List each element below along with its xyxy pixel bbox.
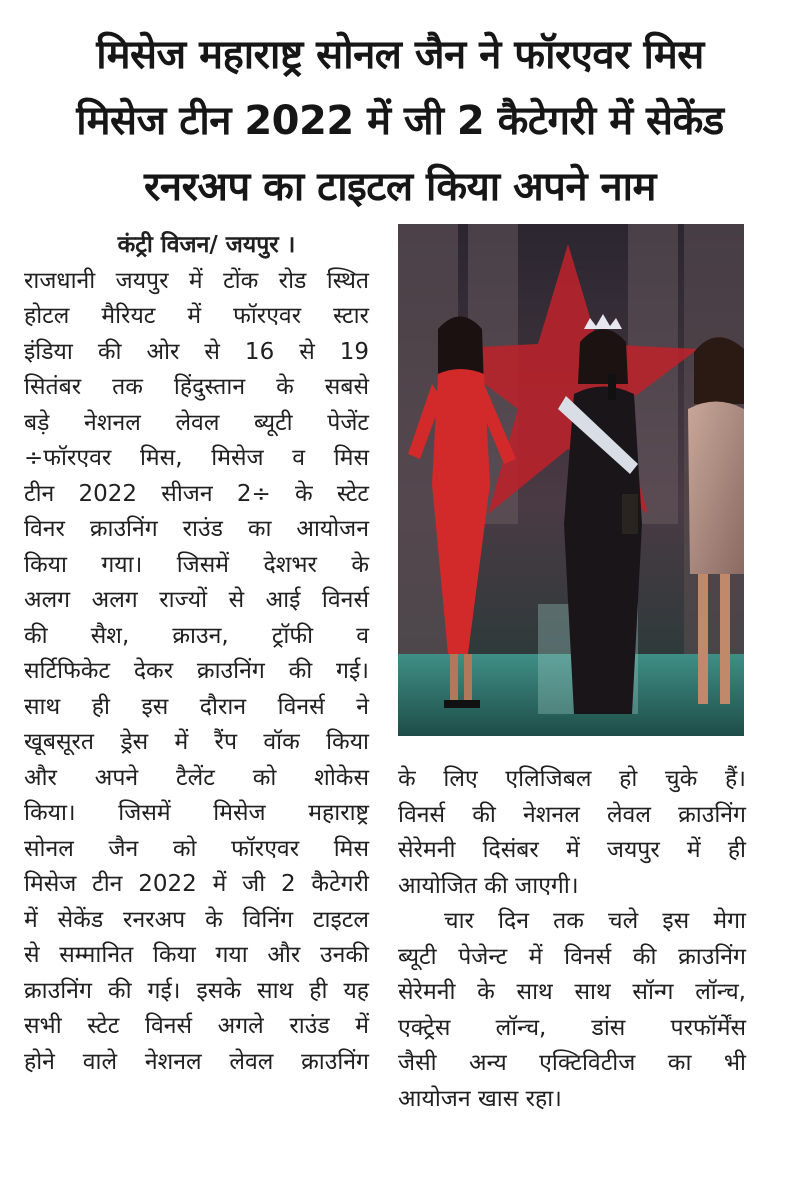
body-line: एक्ट्रेस लॉन्च, डांस परफॉर्मेंस	[398, 1014, 746, 1041]
body-line: अलग अलग राज्यों से आई विनर्स	[24, 587, 369, 613]
body-line: से सम्मानित किया गया और उनकी	[24, 942, 369, 968]
body-line: विनर्स की नेशनल लेवल क्राउनिंग	[398, 801, 746, 828]
article-right-column	[398, 762, 746, 1117]
body-line: में सेकेंड रनरअप के विनिंग टाइटल	[24, 906, 369, 933]
body-line: ब्यूटी पेजेन्ट में विनर्स की क्राउनिंग	[398, 943, 746, 970]
body-line: किया गया। जिसमें देशभर के	[24, 551, 369, 578]
body-line: के लिए एलिजिबल हो चुके हैं।	[398, 766, 746, 792]
body-line: सेरेमनी दिसंबर में जयपुर में ही	[398, 837, 746, 863]
body-line: आयोजित की जाएगी।	[398, 872, 579, 899]
event-photo-illustration	[398, 224, 744, 736]
body-line: की सैश, क्राउन, ट्रॉफी व	[24, 622, 369, 649]
dateline: कंट्री विजन/ जयपुर ।	[117, 232, 296, 258]
body-line: राजधानी जयपुर में टोंक रोड स्थित	[24, 267, 369, 294]
headline-line-2: मिसेज टीन 2022 में जी 2 कैटेगरी में सेकेंड	[76, 98, 724, 144]
headline	[18, 22, 782, 220]
body-line: और अपने टैलेंट को शोकेस	[24, 764, 369, 791]
body-line: सभी स्टेट विनर्स अगले राउंड में	[24, 1013, 369, 1039]
body-line: सोनल जैन को फॉरएवर मिस	[24, 835, 369, 862]
body-line: क्राउनिंग की गई। इसके साथ ही यह	[24, 977, 369, 1004]
body-line: चार दिन तक चले इस मेगा	[444, 908, 746, 934]
body-line: विनर क्राउनिंग राउंड का आयोजन	[24, 516, 369, 542]
body-line: होने वाले नेशनल लेवल क्राउनिंग	[24, 1048, 369, 1075]
body-line: किया। जिसमें मिसेज महाराष्ट्र	[24, 800, 369, 826]
body-line: जैसी अन्य एक्टिविटीज का भी	[398, 1050, 746, 1076]
headline-line-3: रनरअप का टाइटल किया अपने नाम	[144, 164, 656, 210]
article-left-column	[24, 228, 369, 1080]
body-line: टीन 2022 सीजन 2÷ के स्टेट	[24, 480, 369, 507]
headline-line-1: मिसेज महाराष्ट्र सोनल जैन ने फॉरएवर मिस	[96, 32, 704, 78]
body-line: ÷फॉरएवर मिस, मिसेज व मिस	[24, 445, 369, 471]
body-line: सितंबर तक हिंदुस्तान के सबसे	[24, 374, 369, 400]
body-line: बड़े नेशनल लेवल ब्यूटी पेजेंट	[24, 409, 369, 436]
body-line: सेरेमनी के साथ साथ सॉन्ग लॉन्च,	[398, 979, 746, 1005]
body-line: सर्टिफिकेट देकर क्राउनिंग की गई।	[24, 658, 369, 684]
body-line: खूबसूरत ड्रेस में रैंप वॉक किया	[24, 729, 369, 755]
body-line: आयोजन खास रहा।	[398, 1085, 562, 1112]
body-line: मिसेज टीन 2022 में जी 2 कैटेगरी	[24, 871, 369, 897]
body-line: इंडिया की ओर से 16 से 19	[24, 338, 369, 365]
body-line: साथ ही इस दौरान विनर्स ने	[24, 693, 369, 720]
body-line: होटल मैरियट में फॉरएवर स्टार	[24, 303, 369, 329]
event-photo	[398, 224, 744, 736]
